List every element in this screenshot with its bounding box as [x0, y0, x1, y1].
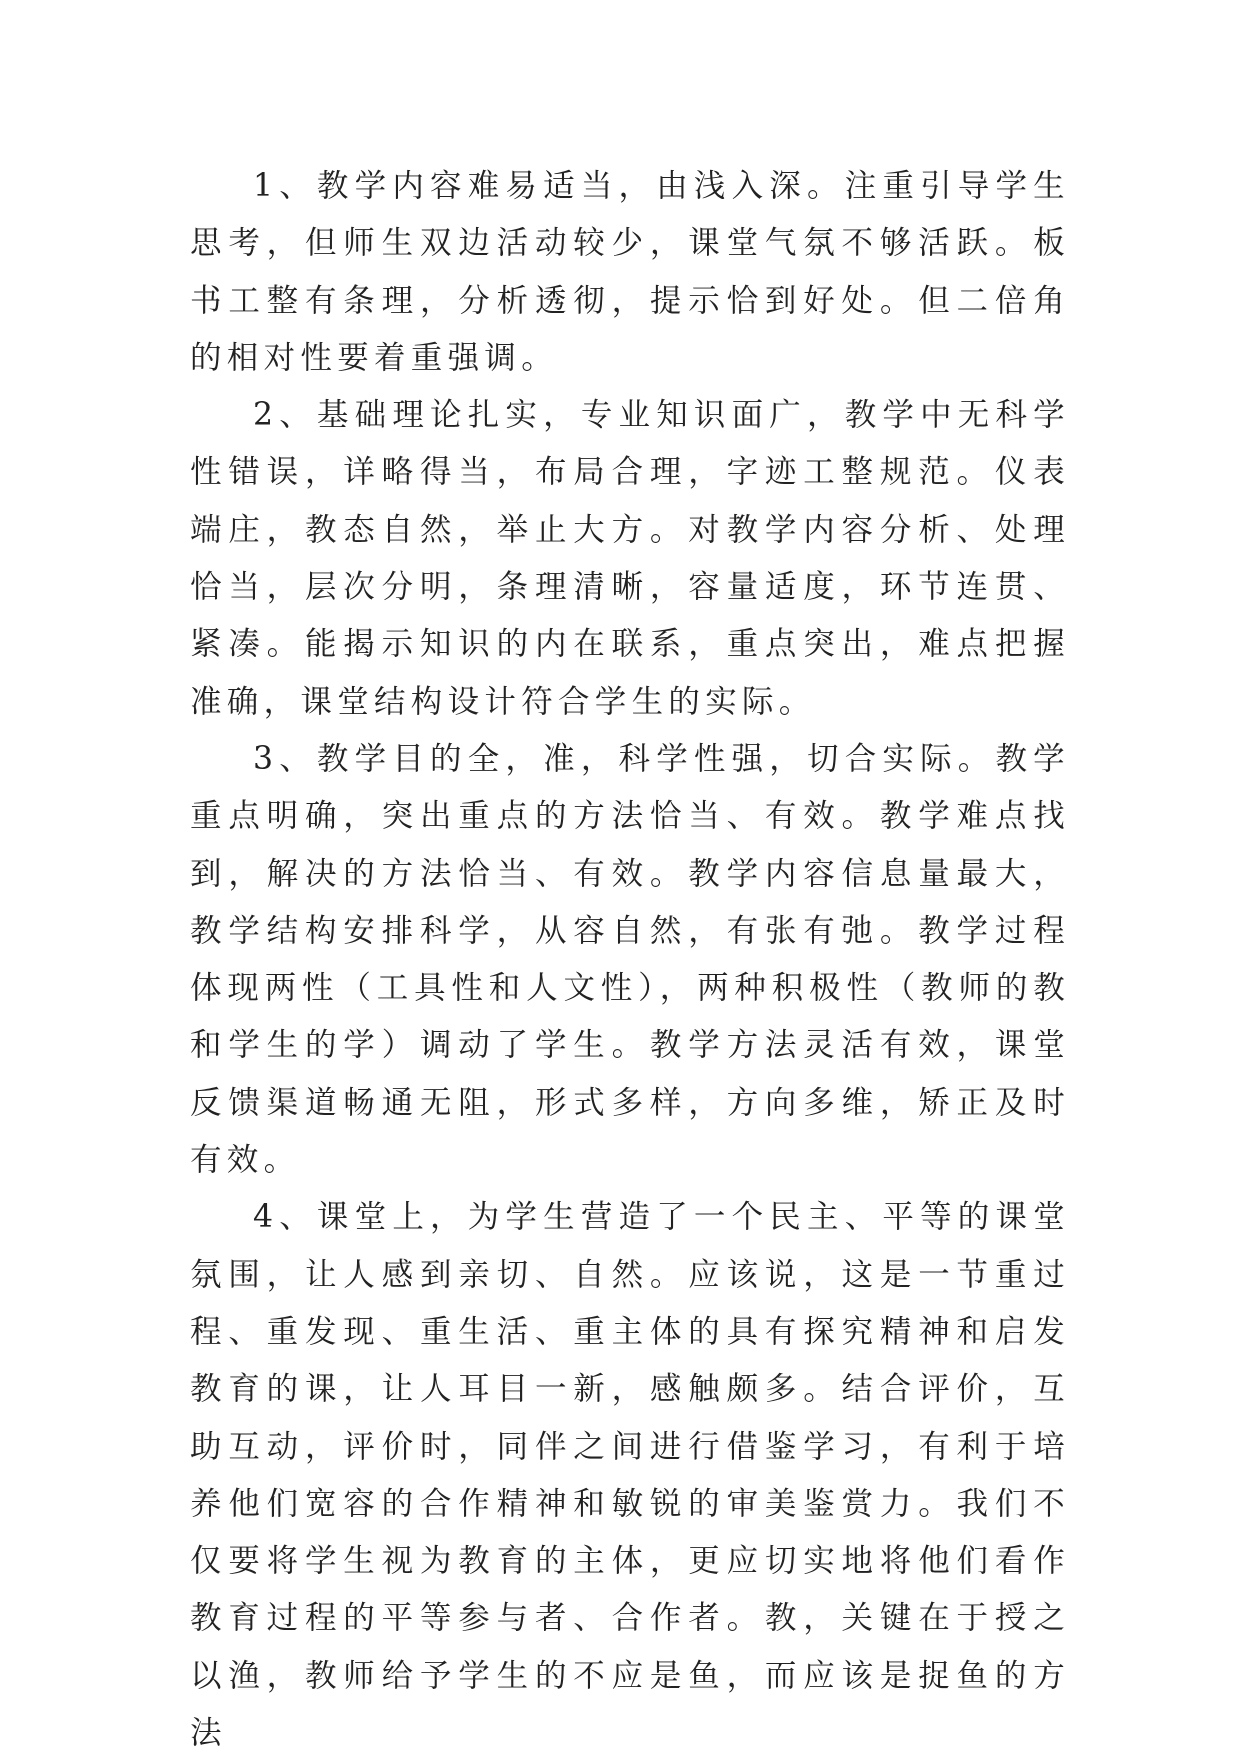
- document-body: [190, 158, 1070, 1762]
- paragraph-4: 4、课堂上，为学生营造了一个民主、平等的课堂氛围，让人感到亲切、自然。应该说，这是一节重过程、重发现、重生活、重主体的具有探究精神和启发教育的课，让人耳目一新，感触颇多。结合评价，互助互动，评价时，同伴之间进行借鉴学习，有利于培养他们宽容的合作精神和敏锐的审美鉴赏力。我们不仅要将学生视为教育的主体，更应切实地将他们看作教育过程的平等参与者、合作者。教，关键在于授之以渔，教师给予学生的不应是鱼，而应该是捉鱼的方法: [190, 1199, 1070, 1752]
- paragraph-1: 1、教学内容难易适当，由浅入深。注重引导学生思考，但师生双边活动较少，课堂气氛不够活跃。板书工整有条理，分析透彻，提示恰到好处。但二倍角的相对性要着重强调。: [190, 168, 1070, 376]
- paragraph-3: 3、教学目的全，准，科学性强，切合实际。教学重点明确，突出重点的方法恰当、有效。教学难点找到，解决的方法恰当、有效。教学内容信息量最大，教学结构安排科学，从容自然，有张有弛。教学过程体现两性（工具性和人文性），两种积极性（教师的教和学生的学）调动了学生。教学方法灵活有效，课堂反馈渠道畅通无阻，形式多样，方向多维，矫正及时有效。: [190, 740, 1070, 1179]
- paragraph-2: 2、基础理论扎实，专业知识面广，教学中无科学性错误，详略得当，布局合理，字迹工整规范。仪表端庄，教态自然，举止大方。对教学内容分析、处理恰当，层次分明，条理清晰，容量适度，环节连贯、紧凑。能揭示知识的内在联系，重点突出，难点把握准确，课堂结构设计符合学生的实际。: [190, 397, 1070, 720]
